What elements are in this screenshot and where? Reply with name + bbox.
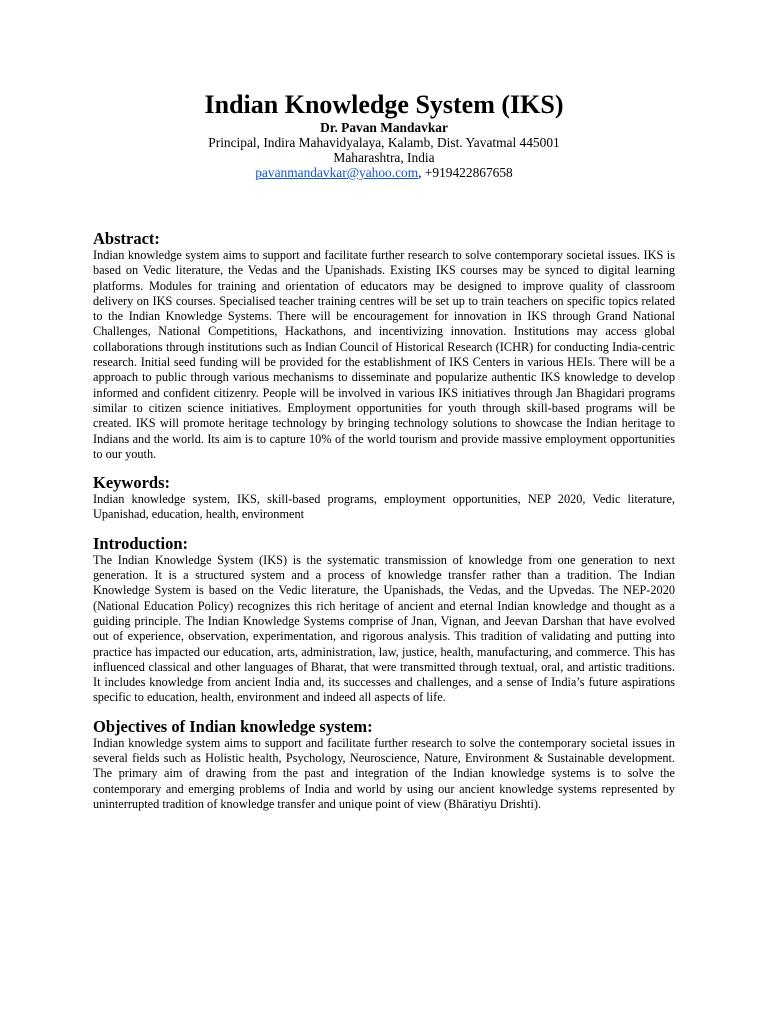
keywords-heading: Keywords: — [93, 473, 170, 493]
paper-page — [93, 90, 675, 812]
affiliation-line-1: Principal, Indira Mahavidyalaya, Kalamb, Dist. Yavatmal 445001 — [208, 135, 560, 150]
paper-title: Indian Knowledge System (IKS) — [204, 90, 564, 119]
introduction-heading: Introduction: — [93, 533, 189, 553]
keywords-text: Indian knowledge system, IKS, skill-based programs, employment opportunities, NEP 2020, Vedic literature, Upanishad, education, health, environment — [93, 492, 675, 522]
email-link[interactable]: pavanmandavkar@yahoo.com — [255, 165, 419, 180]
phone-number: , +919422867658 — [418, 165, 513, 180]
objectives-text: Indian knowledge system aims to support and facilitate further research to solve the contemporary societal issues in several fields such as Holistic health, Psychology, Neuroscience, Nature, Environment & Sustainable development. The primary aim of drawing from the past and integration of the Indian knowledge systems is to solve the contemporary and emerging problems of India and world by using our ancient knowledge systems represented by uninterrupted tradition of knowledge transfer and unique point of view (Bhāratiyu Drishti). — [93, 735, 675, 811]
abstract-text: Indian knowledge system aims to support and facilitate further research to solve contemporary societal issues. IKS is based on Vedic literature, the Vedas and the Upanishads. Existing IKS courses may be synced to digital learning platforms. Modules for training and orientation of educators may be designed to improve quality of classroom delivery on IKS courses. Specialised teacher training centres will be set up to train teachers on specific topics related to the Indian Knowledge Systems. There will be encouragement for innovation in IKS through Grand National Challenges, National Competitions, Hackathons, and incentivizing innovation. Institutions may access global collaborations through institutions such as Indian Council of Historical Research (ICHR) for conducting India-centric research. Initial seed funding will be provided for the establishment of IKS Centers in various HEIs. There will be a approach to public through various mechanisms to disseminate and popularize authentic IKS knowledge to develop informed and confident citizenry. People will be involved in various IKS initiatives through Jan Bhagidari programs similar to citizen science initiatives. Employment opportunities for youth through skill-based programs will be created. IKS will promote heritage technology by bringing technology solutions to showcase the Indian heritage to Indians and the world. Its aim is to capture 10% of the world tourism and provide massive employment opportunities to our youth. — [93, 248, 675, 461]
contact-line — [93, 165, 675, 180]
introduction-text: The Indian Knowledge System (IKS) is the systematic transmission of knowledge from one generation to next generation. It is a structured system and a process of knowledge transfer rather than a tradition. The Indian Knowledge System is based on the Vedic literature, the Upanishads, the Vedas, and the Upvedas. The NEP-2020 (National Education Policy) recognizes this rich heritage of ancient and eternal Indian knowledge and thought as a guiding principle. The Indian Knowledge Systems comprise of Jnan, Vignan, and Jeevan Darshan that have evolved out of experience, observation, experimentation, and rigorous analysis. This tradition of validating and putting into practice has impacted our education, arts, administration, law, justice, health, manufacturing, and commerce. This has influenced classical and other languages of Bharat, that were transmitted through textual, oral, and artistic traditions. It includes knowledge from ancient India and, its successes and challenges, and a sense of India’s future aspirations specific to education, health, environment and indeed all aspects of life. — [93, 552, 675, 705]
abstract-heading: Abstract: — [93, 229, 160, 248]
author-name: Dr. Pavan Mandavkar — [320, 120, 448, 135]
affiliation-line-2: Maharashtra, India — [333, 150, 435, 165]
objectives-heading: Objectives of Indian knowledge system: — [93, 716, 373, 736]
